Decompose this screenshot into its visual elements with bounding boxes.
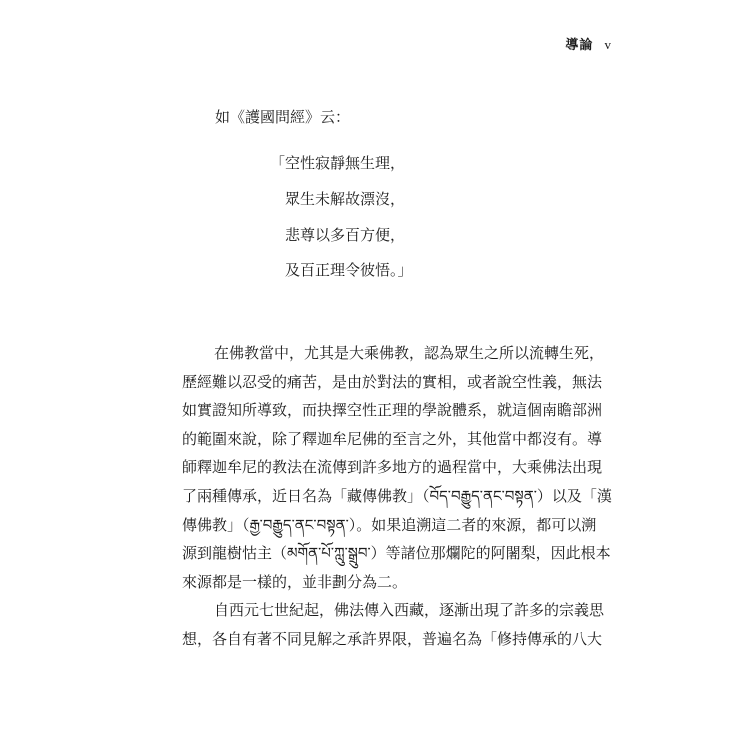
verse-intro: 如《護國問經》云： [215,108,351,126]
running-head [565,34,612,53]
paragraph-line: 師釋迦牟尼的教法在流傳到許多地方的過程當中，大乘佛法出現 [182,458,603,477]
verse-line-4: 及百正理令彼悟。」 [285,261,413,279]
verse-line-3: 悲尊以多百方便， [285,226,406,244]
body-paragraph-1 [182,339,612,596]
paragraph-line: 在佛教當中，尤其是大乘佛教，認為眾生之所以流轉生死， [214,344,605,362]
body-paragraph-2 [182,596,605,653]
verse-line-1: 「空性寂靜無生理， [270,154,406,172]
paragraph-line: 傳佛教」（རྒྱ་བརྒྱུད་ནང་བསྟན་）。如果追溯這二者的來源，都可以溯 [182,515,597,534]
running-head-title: 導論 [565,38,594,53]
paragraph-line: 來源都是一樣的，並非劃分為二。 [182,572,408,591]
paragraph-line: 的範圍來說，除了釋迦牟尼佛的至言之外，其他當中都沒有。導 [182,429,603,448]
verse-line-2: 眾生未解故漂沒， [285,190,406,208]
paragraph-line: 了兩種傳承，近日名為「藏傳佛教」（བོད་བརྒྱུད་ནང་བསྟན་）以及「漢 [182,486,612,505]
paragraph-line: 歷經難以忍受的痛苦，是由於對法的實相，或者說空性義，無法 [182,372,603,391]
paragraph-line: 自西元七世紀起，佛法傳入西藏，逐漸出現了許多的宗義思 [214,601,605,619]
paragraph-line: 想，各自有著不同見解之承許界限，普遍名為「修持傳承的八大 [182,629,603,648]
paragraph-line: 如實證知所導致，而抉擇空性正理的學說體系，就這個南瞻部洲 [182,401,603,420]
page-number: v [604,37,612,52]
paragraph-line: 源到龍樹怙主（མགོན་པོ་ཀླུ་སྒྲུབ་）等諸位那爛陀的阿闍梨，因此根本 [182,544,611,563]
